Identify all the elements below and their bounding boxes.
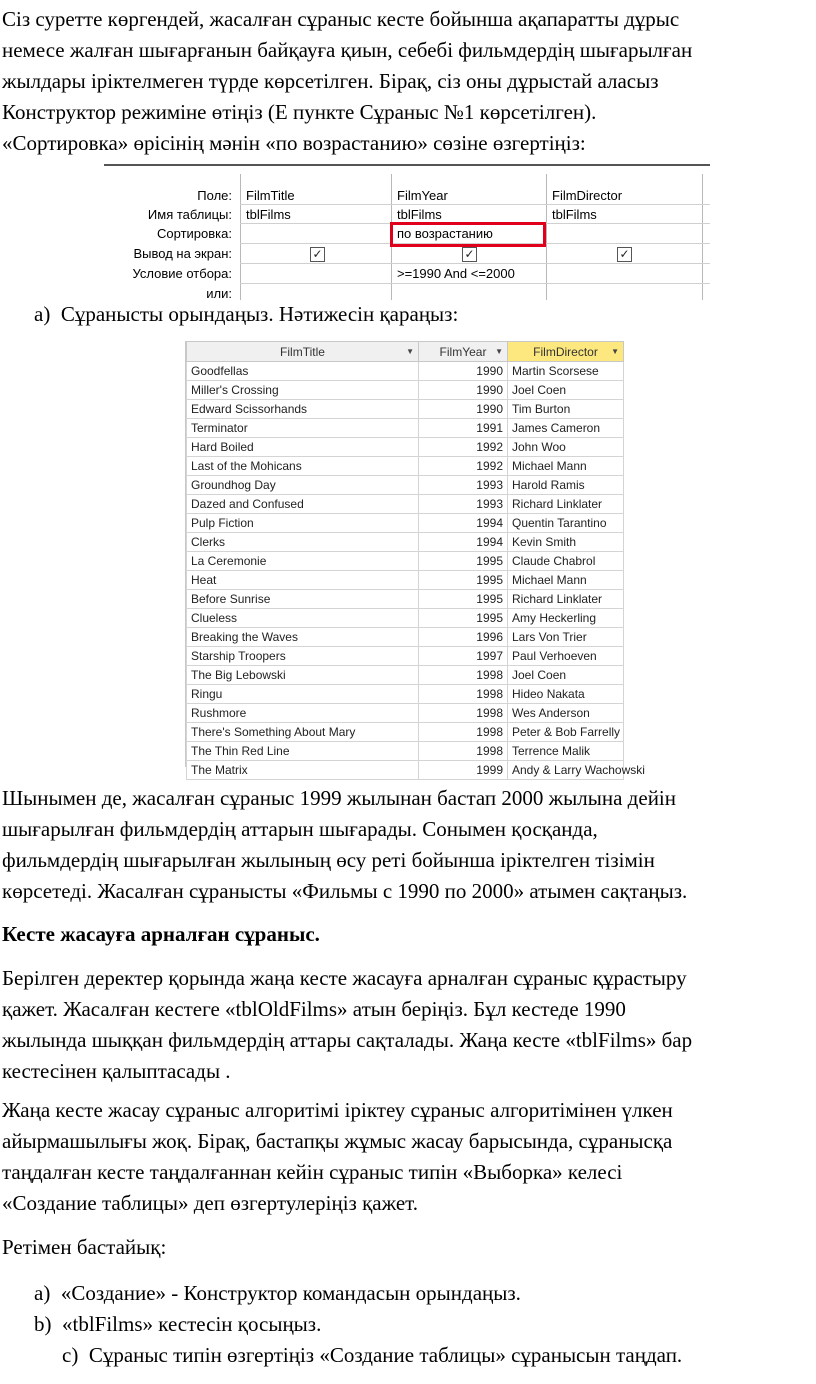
paragraph-algorithm <box>2 1095 814 1219</box>
column-header-filmdirector[interactable]: FilmDirector ▼ <box>508 342 624 362</box>
cell-filmtitle[interactable]: The Big Lebowski <box>187 666 419 685</box>
sort-cell[interactable]: по возрастанию <box>397 226 493 241</box>
table-row[interactable] <box>187 647 624 666</box>
cell-filmyear[interactable]: 1998 <box>419 742 508 761</box>
cell-filmdirector[interactable]: Richard Linklater <box>508 590 624 609</box>
show-checkbox[interactable]: ✓ <box>462 247 477 262</box>
table-row[interactable] <box>187 381 624 400</box>
text-line: немесе жалған шығарғанын байқауға қиын, себебі фильмдердің шығарылған <box>2 38 693 62</box>
steps-intro: Ретімен бастайық: <box>2 1235 167 1259</box>
text-line: Сіз суретте көргендей, жасалған сұраныс кесте бойынша ақапаратты дұрыс <box>2 7 680 31</box>
criteria-cell[interactable]: >=1990 And <=2000 <box>397 266 515 281</box>
cell-filmtitle[interactable]: Clerks <box>187 533 419 552</box>
cell-filmdirector[interactable]: Joel Coen <box>508 666 624 685</box>
cell-filmdirector[interactable]: Wes Anderson <box>508 704 624 723</box>
cell-filmdirector[interactable]: Terrence Malik <box>508 742 624 761</box>
cell-filmyear[interactable]: 1990 <box>419 381 508 400</box>
table-row[interactable] <box>187 590 624 609</box>
cell-filmyear[interactable]: 1998 <box>419 723 508 742</box>
table-row[interactable] <box>187 742 624 761</box>
cell-filmtitle[interactable]: Miller's Crossing <box>187 381 419 400</box>
query-result-datasheet <box>185 341 645 777</box>
show-checkbox[interactable]: ✓ <box>617 247 632 262</box>
cell-filmdirector[interactable]: Richard Linklater <box>508 495 624 514</box>
text-line: фильмдердің шығарылған жылының өсу реті бойынша іріктелген тізімін <box>2 848 655 872</box>
cell-filmyear[interactable]: 1999 <box>419 761 508 780</box>
step-item <box>34 1279 521 1307</box>
cell-filmdirector[interactable]: Hideo Nakata <box>508 685 624 704</box>
cell-filmdirector[interactable]: Claude Chabrol <box>508 552 624 571</box>
text-line: Берілген деректер қорында жаңа кесте жасауға арналған сұраныс құрастыру <box>2 966 687 990</box>
column-divider <box>240 174 241 300</box>
cell-filmtitle[interactable]: Clueless <box>187 609 419 628</box>
grid-top-border <box>104 164 710 166</box>
cell-filmtitle[interactable]: La Ceremonie <box>187 552 419 571</box>
row-label-table: Имя таблицы: <box>147 207 232 222</box>
table-row[interactable] <box>187 628 624 647</box>
table-row[interactable] <box>187 609 624 628</box>
cell-filmtitle[interactable]: Edward Scissorhands <box>187 400 419 419</box>
cell-filmyear[interactable]: 1990 <box>419 362 508 381</box>
table-row[interactable] <box>187 761 624 780</box>
result-paragraph <box>2 783 814 907</box>
cell-filmyear[interactable]: 1998 <box>419 685 508 704</box>
list-marker: a) <box>34 1281 51 1305</box>
row-divider <box>240 283 710 284</box>
text-line: Жаңа кесте жасау сұраныс алгоритімі іріктеу сұраныс алгоритімінен үлкен <box>2 1098 673 1122</box>
intro-paragraph <box>2 4 814 159</box>
cell-filmyear[interactable]: 1998 <box>419 704 508 723</box>
cell-filmtitle[interactable]: Heat <box>187 571 419 590</box>
cell-filmyear[interactable]: 1995 <box>419 609 508 628</box>
cell-filmdirector[interactable]: Joel Coen <box>508 381 624 400</box>
table-row[interactable] <box>187 571 624 590</box>
list-marker: c) <box>62 1343 79 1367</box>
field-cell[interactable]: FilmTitle <box>246 188 295 203</box>
cell-filmtitle[interactable]: There's Something About Mary <box>187 723 419 742</box>
cell-filmdirector[interactable]: Peter & Bob Farrelly <box>508 723 624 742</box>
cell-filmyear[interactable]: 1995 <box>419 571 508 590</box>
table-row[interactable] <box>187 438 624 457</box>
cell-filmtitle[interactable]: The Matrix <box>187 761 419 780</box>
cell-filmdirector[interactable]: Amy Heckerling <box>508 609 624 628</box>
table-row[interactable] <box>187 419 624 438</box>
text-line: Конструктор режиміне өтіңіз (Е пункте Сұраныс №1 көрсетілген). <box>2 100 597 124</box>
text-line: «Создание таблицы» деп өзгертулеріңіз қажет. <box>2 1191 419 1215</box>
cell-filmdirector[interactable]: Lars Von Trier <box>508 628 624 647</box>
section-heading: Кесте жасауға арналған сұраныс. <box>2 922 320 946</box>
cell-filmdirector[interactable]: Kevin Smith <box>508 533 624 552</box>
row-label-criteria: Условие отбора: <box>132 266 232 281</box>
text-line: жылында шыққан фильмдердің аттары сақталады. Жаңа кесте «tblFilms» бар <box>2 1028 693 1052</box>
cell-filmdirector[interactable]: Quentin Tarantino <box>508 514 624 533</box>
cell-filmdirector[interactable]: Andy & Larry Wachowski <box>508 761 624 780</box>
text-line: кестесінен қалыптасады . <box>2 1059 231 1083</box>
table-row[interactable] <box>187 514 624 533</box>
text-line: шығарылған фильмдердің аттарын шығарады. Сонымен қосқанда, <box>2 817 598 841</box>
text-line: айырмашылығы жоқ. Бірақ, бастапқы жұмыс жасау барысында, сұранысқа <box>2 1129 673 1153</box>
table-cell[interactable]: tblFilms <box>246 207 291 222</box>
cell-filmyear[interactable]: 1995 <box>419 552 508 571</box>
cell-filmtitle[interactable]: Breaking the Waves <box>187 628 419 647</box>
cell-filmyear[interactable]: 1997 <box>419 647 508 666</box>
cell-filmtitle[interactable]: Last of the Mohicans <box>187 457 419 476</box>
cell-filmtitle[interactable]: Pulp Fiction <box>187 514 419 533</box>
step-text: Сұранысты орындаңыз. Нәтижесін қараңыз: <box>60 302 459 326</box>
cell-filmyear[interactable]: 1990 <box>419 400 508 419</box>
step-a <box>34 300 458 328</box>
table-row[interactable] <box>187 400 624 419</box>
table-row[interactable] <box>187 704 624 723</box>
table-row[interactable] <box>187 552 624 571</box>
cell-filmyear[interactable]: 1995 <box>419 590 508 609</box>
cell-filmdirector[interactable]: Harold Ramis <box>508 476 624 495</box>
table-row[interactable] <box>187 685 624 704</box>
cell-filmtitle[interactable]: Dazed and Confused <box>187 495 419 514</box>
cell-filmtitle[interactable]: Starship Troopers <box>187 647 419 666</box>
cell-filmdirector[interactable]: Paul Verhoeven <box>508 647 624 666</box>
field-cell[interactable]: FilmYear <box>397 188 448 203</box>
column-divider <box>546 174 547 300</box>
row-label-field: Поле: <box>197 188 232 203</box>
paragraph-new-table <box>2 963 814 1087</box>
cell-filmyear[interactable]: 1992 <box>419 457 508 476</box>
text-line: жылдары іріктелмеген түрде көрсетілген. Бірақ, сіз оны дұрыстай аласыз <box>2 69 659 93</box>
table-row[interactable] <box>187 495 624 514</box>
table-row[interactable] <box>187 533 624 552</box>
table-row[interactable] <box>187 457 624 476</box>
step-item <box>62 1341 682 1369</box>
cell-filmyear[interactable]: 1998 <box>419 666 508 685</box>
step-text: «tblFilms» кестесін қосыңыз. <box>62 1312 322 1336</box>
cell-filmyear[interactable]: 1996 <box>419 628 508 647</box>
cell-filmtitle[interactable]: Groundhog Day <box>187 476 419 495</box>
cell-filmyear[interactable]: 1992 <box>419 438 508 457</box>
cell-filmyear[interactable]: 1993 <box>419 476 508 495</box>
text-line: таңдалған кесте таңдалғаннан кейін сұраныс типін «Выборка» келесі <box>2 1160 623 1184</box>
row-label-show: Вывод на экран: <box>133 246 232 261</box>
cell-filmtitle[interactable]: The Thin Red Line <box>187 742 419 761</box>
cell-filmdirector[interactable]: Tim Burton <box>508 400 624 419</box>
row-label-sort: Сортировка: <box>157 226 232 241</box>
list-marker: b) <box>34 1312 52 1336</box>
dropdown-arrow-icon[interactable]: ▼ <box>611 347 619 356</box>
column-header-filmtitle[interactable]: FilmTitle ▼ <box>187 342 419 362</box>
dropdown-arrow-icon[interactable]: ▼ <box>495 347 503 356</box>
cell-filmyear[interactable]: 1991 <box>419 419 508 438</box>
table-cell[interactable]: tblFilms <box>397 207 442 222</box>
cell-filmdirector[interactable]: Michael Mann <box>508 457 624 476</box>
table-row[interactable] <box>187 362 624 381</box>
cell-filmyear[interactable]: 1994 <box>419 533 508 552</box>
highlight-box <box>390 222 546 247</box>
text-line: көрсетеді. Жасалған сұранысты «Фильмы с 1990 по 2000» атымен сақтаңыз. <box>2 879 688 903</box>
query-design-grid <box>104 164 710 300</box>
table-row[interactable] <box>187 666 624 685</box>
dropdown-arrow-icon[interactable]: ▼ <box>406 347 414 356</box>
cell-filmdirector[interactable]: James Cameron <box>508 419 624 438</box>
show-checkbox[interactable]: ✓ <box>310 247 325 262</box>
cell-filmdirector[interactable]: Martin Scorsese <box>508 362 624 381</box>
row-divider <box>240 204 710 205</box>
step-text: «Создание» - Конструктор командасын орындаңыз. <box>60 1281 521 1305</box>
cell-filmtitle[interactable]: Goodfellas <box>187 362 419 381</box>
field-cell[interactable]: FilmDirector <box>552 188 623 203</box>
list-marker: а) <box>34 302 51 326</box>
text-line: Шынымен де, жасалған сұраныс 1999 жылынан бастап 2000 жылына дейін <box>2 786 676 810</box>
cell-filmtitle[interactable]: Hard Boiled <box>187 438 419 457</box>
table-cell[interactable]: tblFilms <box>552 207 597 222</box>
step-item <box>34 1310 321 1338</box>
column-divider <box>702 174 703 300</box>
cell-filmyear[interactable]: 1994 <box>419 514 508 533</box>
text-line: «Сортировка» өрісінің мәнін «по возрастанию» сөзіне өзгертіңіз: <box>2 131 586 155</box>
cell-filmdirector[interactable]: Michael Mann <box>508 571 624 590</box>
cell-filmdirector[interactable]: John Woo <box>508 438 624 457</box>
text-line: қажет. Жасалған кестеге «tblOldFilms» атын беріңіз. Бұл кестеде 1990 <box>2 997 626 1021</box>
cell-filmtitle[interactable]: Terminator <box>187 419 419 438</box>
cell-filmtitle[interactable]: Ringu <box>187 685 419 704</box>
column-header-filmyear[interactable]: FilmYear ▼ <box>419 342 508 362</box>
row-label-or: или: <box>206 286 232 301</box>
step-text: Сұраныс типін өзгертіңіз «Создание таблицы» сұранысын таңдап. <box>88 1343 683 1367</box>
cell-filmyear[interactable]: 1993 <box>419 495 508 514</box>
table-row[interactable] <box>187 723 624 742</box>
table-row[interactable] <box>187 476 624 495</box>
cell-filmtitle[interactable]: Rushmore <box>187 704 419 723</box>
cell-filmtitle[interactable]: Before Sunrise <box>187 590 419 609</box>
